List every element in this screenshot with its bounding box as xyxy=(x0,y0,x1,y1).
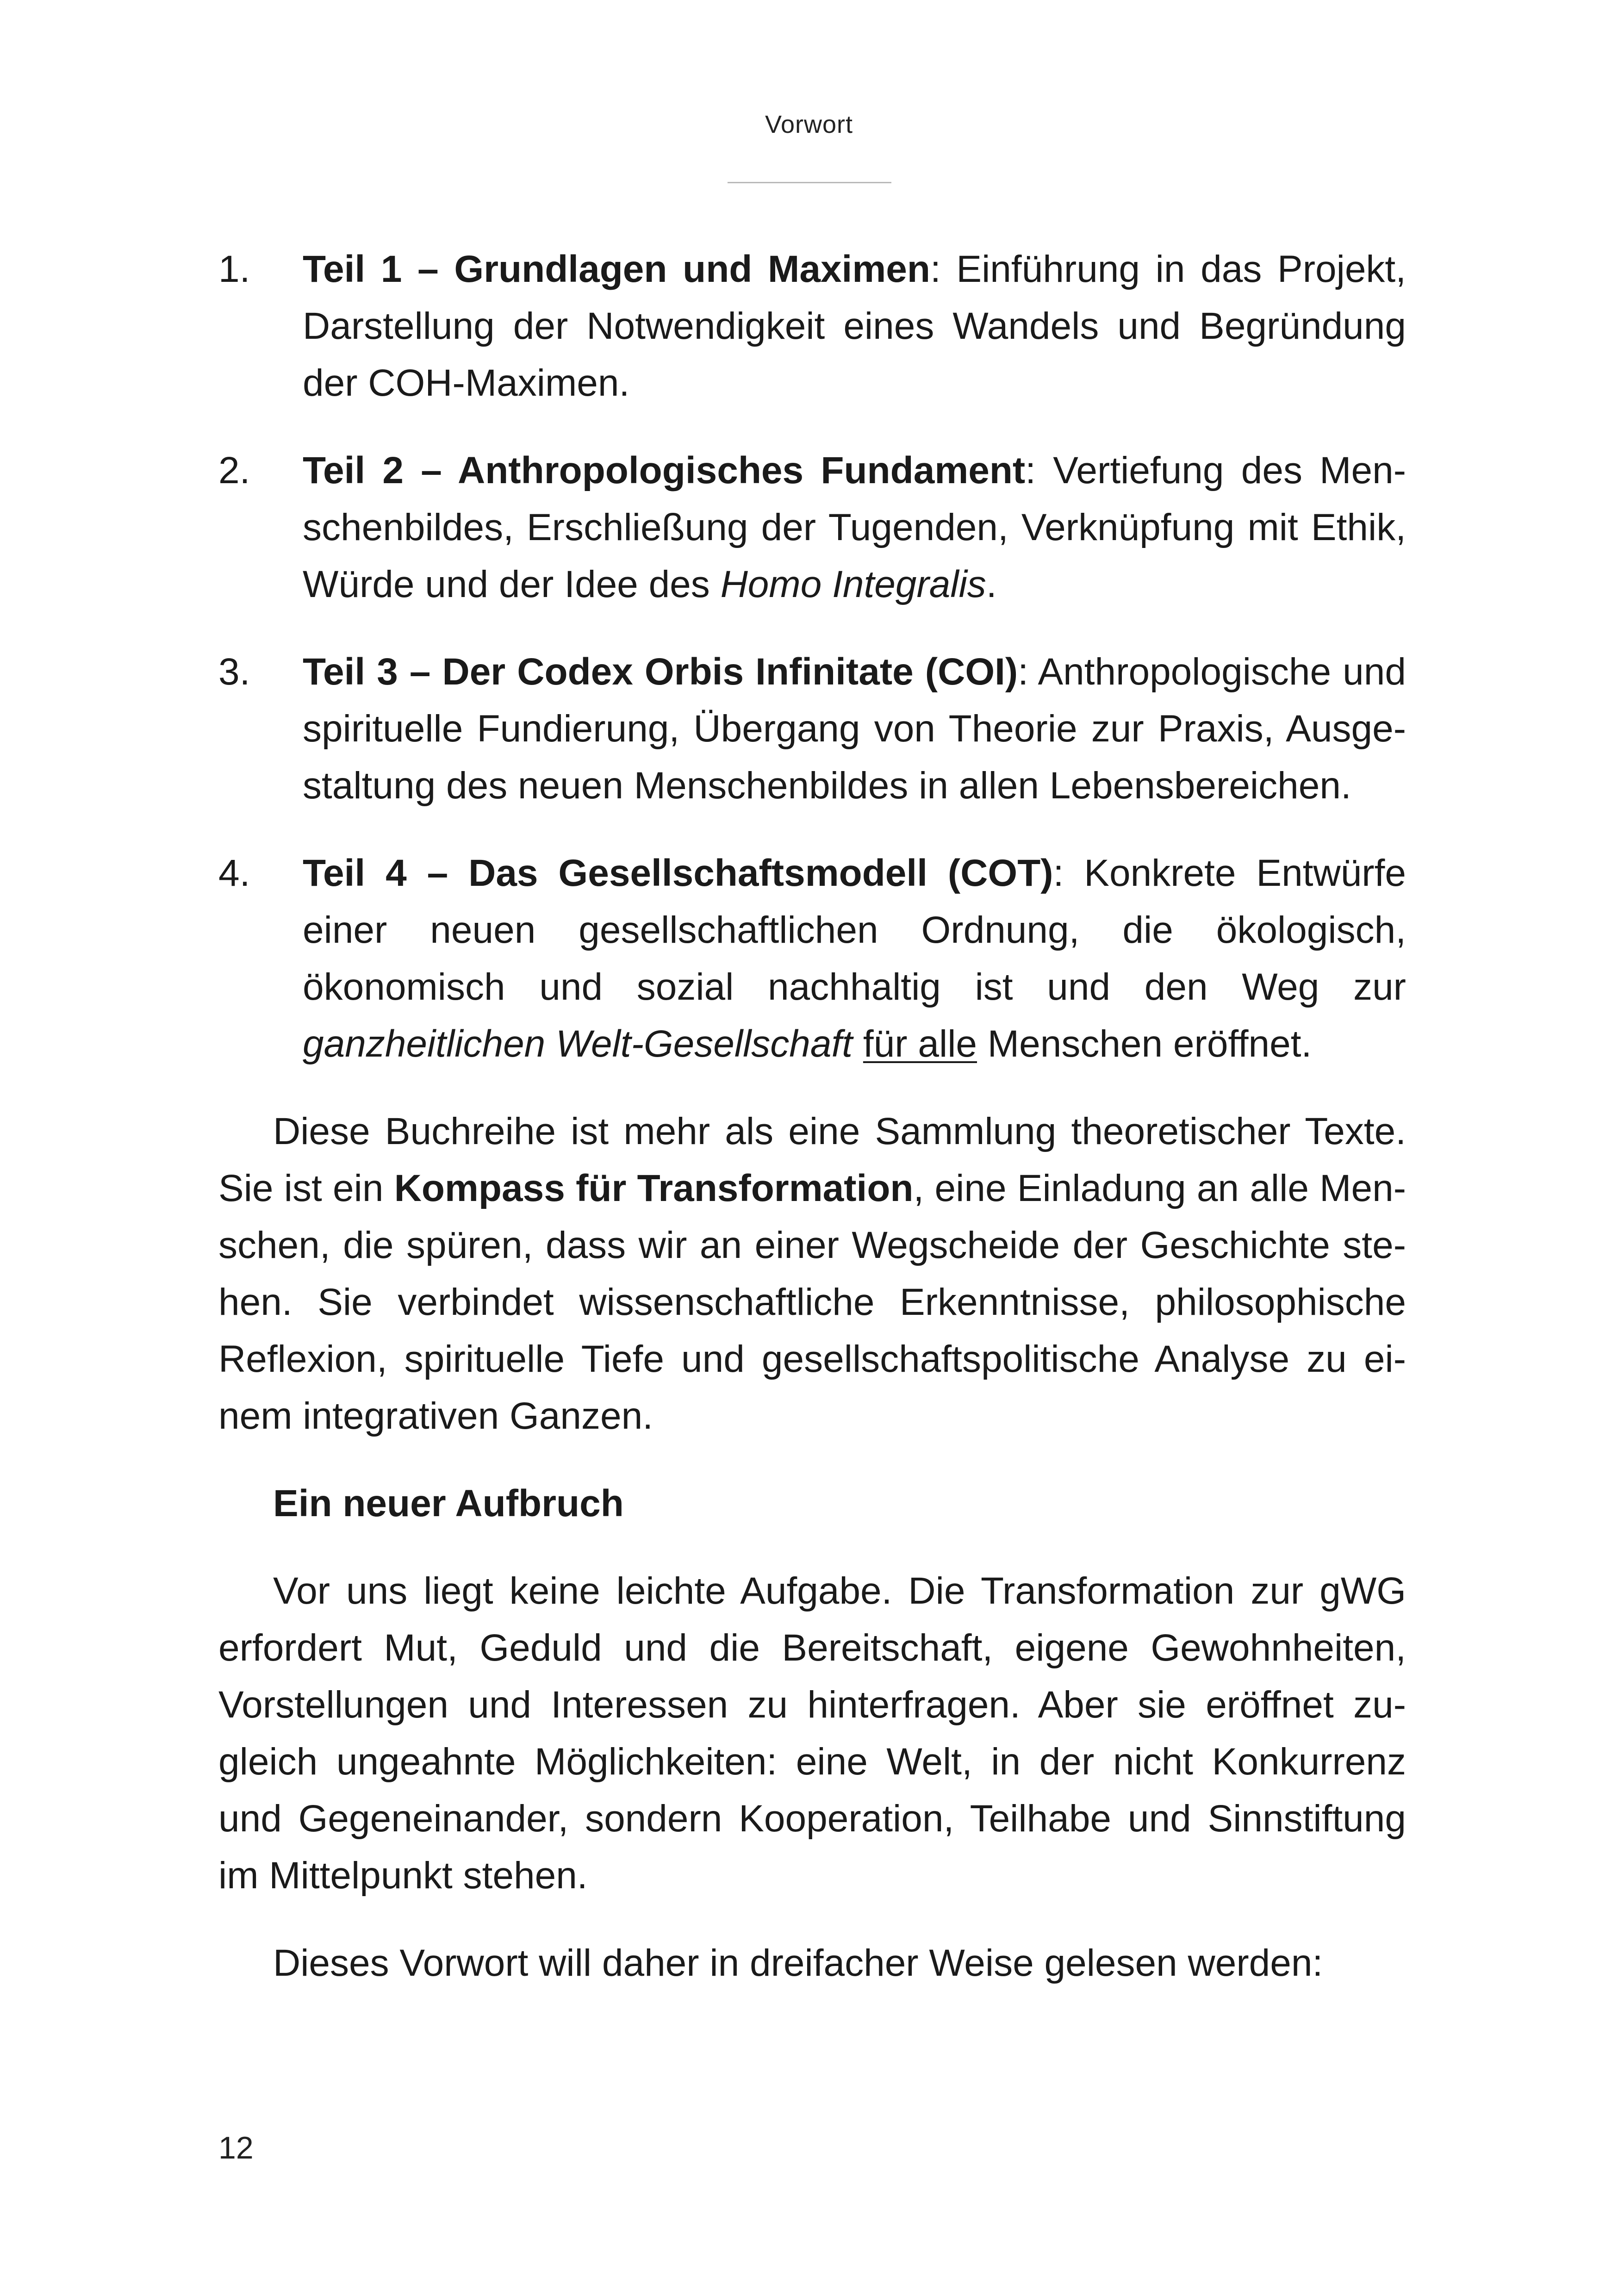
paragraph-bold: Kompass für Transformation xyxy=(394,1167,914,1209)
list-item-1 xyxy=(218,241,1406,411)
list-item-4 xyxy=(218,845,1406,1072)
paragraph-buchreihe xyxy=(218,1103,1406,1444)
list-item-text: : Vertiefung des Menschenbildes, Erschließung der Tugenden, Verknüpfung mit Ethik, Würde und der Idee des xyxy=(303,449,1406,605)
list-item-title: Teil 4 – Das Gesellschaftsmodell (COT) xyxy=(303,852,1053,894)
section-heading: Ein neuer Aufbruch xyxy=(273,1482,624,1524)
paragraph-vorwort-lesen: Dieses Vorwort will daher in dreifacher Weise gelesen werden: xyxy=(273,1942,1323,1984)
list-item-italic: Homo Integralis xyxy=(720,563,986,605)
list-item-space xyxy=(853,1023,863,1065)
paragraph-aufgabe: Vor uns liegt keine leichte Aufgabe. Die Transformation zur gWG erfordert Mut, Geduld und die Bereitschaft, eigene Gewohnheiten, Vorstellungen und Interessen zu hinterfragen. Aber sie eröffnet zugleich ungeahnte Möglichkeiten: eine Welt, in der nicht Konkurrenz und Gegeneinander, sondern Kooperation, Teilhabe und Sinnstiftung im Mittelpunkt stehen. xyxy=(218,1570,1406,1897)
list-number: 2. xyxy=(218,449,250,492)
list-number: 3. xyxy=(218,651,250,693)
header-divider xyxy=(728,182,891,183)
page-number: 12 xyxy=(218,2130,254,2165)
paragraph-text: Diese Buchreihe ist mehr als eine Sammlung theoretischer Texte. Sie ist ein xyxy=(218,1110,1406,1209)
list-item-text: : Einführung in das Projekt, Darstellung der Notwendigkeit eines Wandels und Begründung der COH-Maximen. xyxy=(303,248,1406,404)
list-item-italic: ganzheitlichen Welt-Gesellschaft xyxy=(303,1023,853,1065)
list-item-title: Teil 1 – Grundlagen und Maximen xyxy=(303,248,930,290)
paragraph-text-end: , eine Einladung an alle Menschen, die spüren, dass wir an einer Wegscheide der Geschichte stehen. Sie verbindet wissenschaftliche Erkenntnisse, philosophische Reflexion, spirituelle Tiefe und gesellschaftspolitische Analyse zu einem integrativen Ganzen. xyxy=(218,1167,1406,1437)
list-item-underlined: für alle xyxy=(863,1023,977,1065)
list-item-3 xyxy=(218,643,1406,814)
list-item-text-end: Menschen eröffnet. xyxy=(977,1023,1312,1065)
list-item-2 xyxy=(218,442,1406,613)
list-item-title: Teil 3 – Der Codex Orbis Infinitate (COI) xyxy=(303,651,1018,693)
list-item-title: Teil 2 – Anthropologisches Fundament xyxy=(303,449,1026,492)
page-body xyxy=(218,241,1406,2022)
list-number: 1. xyxy=(218,248,250,290)
list-number: 4. xyxy=(218,852,250,894)
list-item-text: : Anthropologische und spirituelle Fundierung, Übergang von Theorie zur Praxis, Ausgestaltung des neuen Menschenbildes in allen Lebensbereichen. xyxy=(303,651,1406,807)
running-header: Vorwort xyxy=(765,111,853,138)
list-item-text: : Konkrete Entwürfe einer neuen gesellschaftlichen Ordnung, die ökologisch, ökonomisch und sozial nachhaltig ist und den Weg zur xyxy=(303,852,1406,1008)
list-item-text-end: . xyxy=(986,563,997,605)
